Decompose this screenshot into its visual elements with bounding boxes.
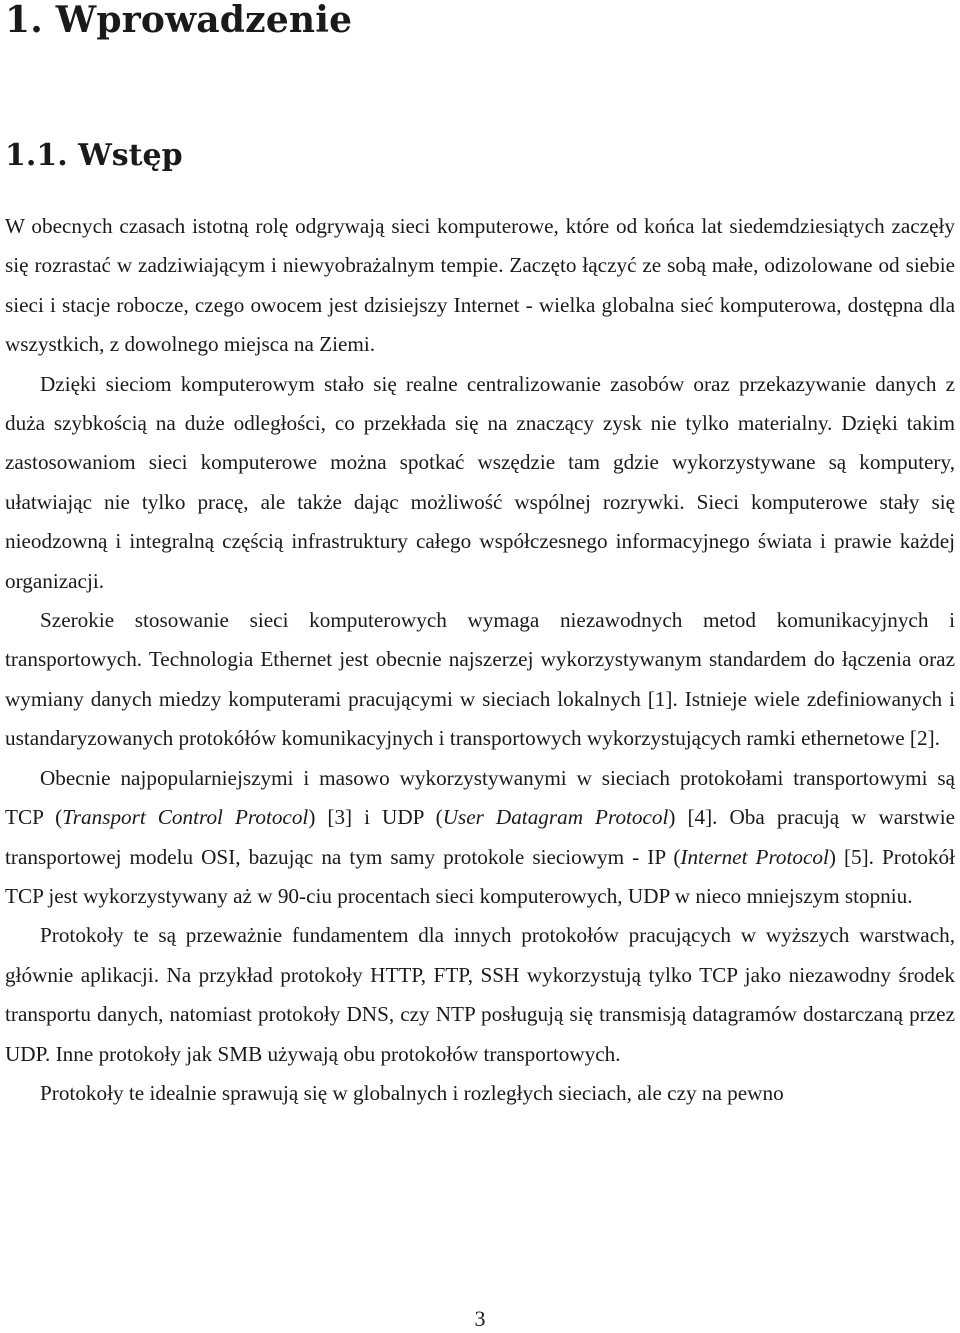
paragraph-6: Protokoły te idealnie sprawują się w globalnych i rozległych sieciach, ale czy na pewno [40, 1080, 784, 1105]
ip-full-name: Internet Protocol [680, 844, 829, 869]
paragraph-4 [5, 759, 955, 917]
paragraph-4-text-3: ) [4]. Oba pracują w warstwie transportowej modelu OSI, bazując na tym samy protokole sieciowym - IP ( [5, 805, 955, 869]
paragraph-1: W obecnych czasach istotną rolę odgrywają sieci komputerowe, które od końca lat siedemdziesiątych zaczęły się rozrastać w zadziwiającym i niewyobrażalnym tempie. Zaczęto łączyć ze sobą małe, odizolowane od siebie sieci i stacje robocze, czego owocem jest dzisiejszy Internet - wielka globalna sieć komputerowa, dostępna dla wszystkich, z dowolnego miejsca na Ziemi. [5, 214, 955, 357]
paragraph-5: Protokoły te są przeważnie fundamentem dla innych protokołów pracujących w wyższych warstwach, głównie aplikacji. Na przykład protokoły HTTP, FTP, SSH wykorzystują tylko TCP jako niezawodny środek transportu danych, natomiast protokoły DNS, czy NTP posługują się transmisją datagramów dostarczaną przez UDP. Inne protokoły jak SMB używają obu protokołów transportowych. [5, 923, 955, 1066]
paragraph-3: Szerokie stosowanie sieci komputerowych wymaga niezawodnych metod komunikacyjnych i transportowych. Technologia Ethernet jest obecnie najszerzej wykorzystywanym standardem do łączenia oraz wymiany danych miedzy komputerami pracującymi w sieciach lokalnych [1]. Istnieje wiele zdefiniowanych i ustandaryzowanych protokółów komunikacyjnych i transportowych wykorzystujących ramki ethernetowe [2]. [5, 608, 955, 751]
page-number: 3 [474, 1306, 486, 1331]
udp-full-name: User Datagram Protocol [442, 805, 669, 830]
tcp-full-name: Transport Control Protocol [62, 805, 309, 830]
chapter-title: 1. Wprowadzenie [5, 0, 353, 41]
paragraph-4-text-2: ) [3] i UDP ( [308, 805, 443, 830]
paragraph-4-text-4: ) [5]. Protokół TCP jest wykorzystywany aż w 90-ciu procentach sieci komputerowych, UDP w nieco mniejszym stopniu. [5, 844, 955, 908]
paragraph-4-text-1: Obecnie najpopularniejszymi i masowo wykorzystywanymi w sieciach protokołami transportowymi są TCP ( [5, 765, 955, 830]
paragraph-2: Dzięki sieciom komputerowym stało się realne centralizowanie zasobów oraz przekazywanie danych z duża szybkością na duże odległości, co przekłada się na znaczący zysk nie tylko materialny. Dzięki takim zastosowaniom sieci komputerowe można spotkać wszędzie tam gdzie wykorzystywane są komputery, ułatwiając nie tylko pracę, ale także dając możliwość wspólnej rozrywki. Sieci komputerowe stały się nieodzowną i integralną częścią infrastruktury całego współczesnego informacyjnego świata i prawie każdej organizacji. [5, 371, 955, 593]
section-title: 1.1. Wstęp [5, 138, 183, 173]
body-text [5, 207, 955, 1113]
